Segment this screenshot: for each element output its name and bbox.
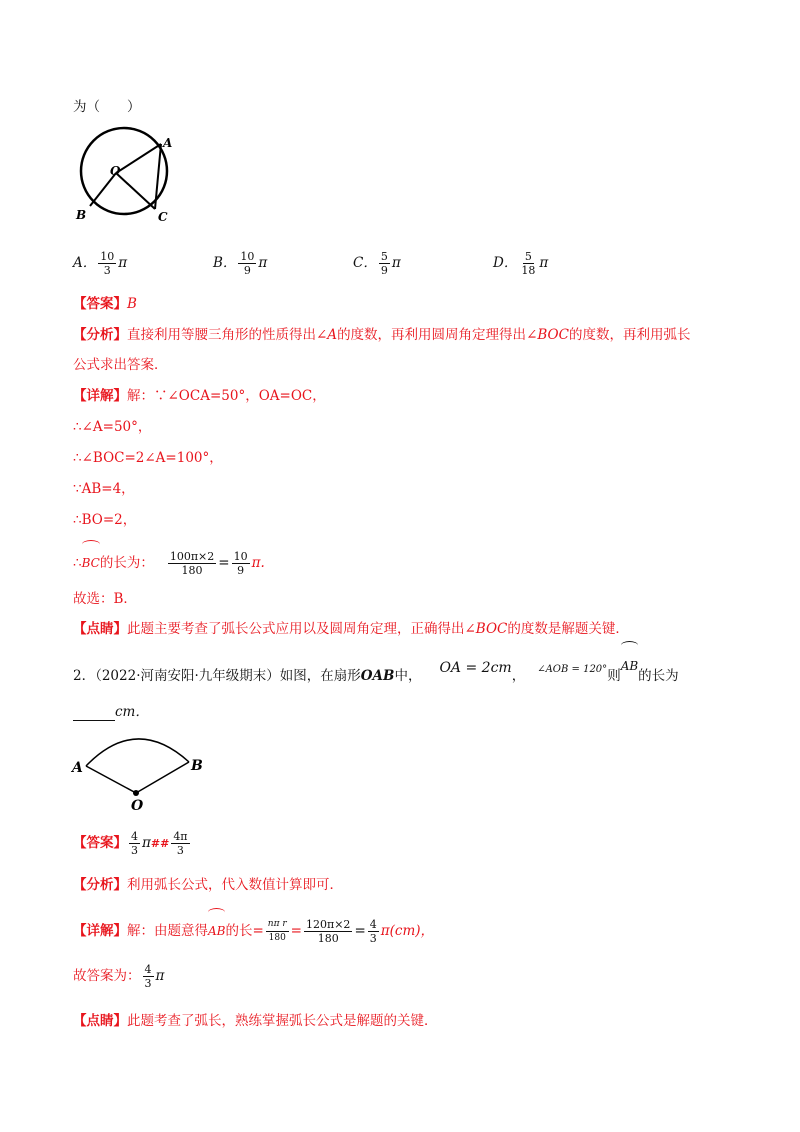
q1-option-d[interactable]: D． $\frac{5}{18}$ π	[493, 250, 549, 277]
q1-choose: 故选：B．	[73, 591, 137, 607]
q1-comment: 【点睛】此题主要考查了弧长公式应用以及圆周角定理，正确得出∠BOC的度数是解题关键．	[73, 621, 629, 637]
q2-sector-figure	[68, 728, 208, 814]
q1-option-c[interactable]: C． $\frac{5}{9}$ π	[353, 250, 401, 277]
q2-label-b: B	[191, 758, 203, 774]
q1-tail: 为（ ）	[73, 99, 141, 115]
q2-final-answer: 故答案为： $\frac{4}{3}$ π	[73, 963, 165, 990]
q1-analysis: 【分析】直接利用等腰三角形的性质得出∠A的度数，再利用圆周角定理得出∠BOC的度数，再利用弧长	[73, 327, 691, 343]
q1-answer: 【答案】B	[73, 296, 137, 312]
q1-analysis-line2: 公式求出答案．	[73, 357, 168, 373]
q2-label-o: O	[131, 798, 144, 814]
q1-option-a[interactable]: A． $\frac{10}{3}$ π	[73, 250, 128, 277]
q2-label-a: A	[72, 760, 83, 776]
q1-label-b: B	[76, 208, 87, 222]
q2-blank-line[interactable]: cm．	[73, 703, 149, 721]
q2-answer: 【答案】 $\frac{4}{3}$ π## $\frac{4\pi}{3}$	[73, 830, 188, 857]
q1-detail-line5: ∴BO=2，	[73, 512, 137, 528]
q1-circle-figure	[70, 125, 180, 225]
q2-stem: 2．（2022·河南安阳·九年级期末）如图，在扇形OAB中， OA = 2cm， $^{\angle AOB = 120^\circ}$则AB的长为	[73, 651, 679, 698]
q2-analysis: 【分析】利用弧长公式，代入数值计算即可．	[73, 877, 343, 893]
q1-label-c: C	[158, 210, 168, 224]
q2-comment: 【点睛】此题考查了弧长，熟练掌握弧长公式是解题的关键．	[73, 1013, 438, 1029]
q1-detail-line6: ∴BC的长为： $\frac{100\pi\times 2}{180}$ = $\frac{10}{9}$ π.	[73, 540, 265, 581]
q1-option-b[interactable]: B． $\frac{10}{9}$ π	[213, 250, 268, 277]
q1-detail-line1: 【详解】解：∵∠OCA=50°，OA=OC，	[73, 388, 326, 404]
q1-detail-line3: ∴∠BOC=2∠A=100°，	[73, 450, 223, 466]
q1-label-a: A	[163, 136, 173, 150]
q1-detail-line2: ∴∠A=50°，	[73, 419, 152, 435]
q2-answer-blank[interactable]	[73, 706, 115, 721]
q1-detail-line4: ∵AB=4，	[73, 481, 135, 497]
q1-label-o: O	[110, 164, 121, 178]
q2-detail: 【详解】解：由题意得AB的长= $\frac{\text{nπ r}}{180}$ = $\frac{120\pi\times 2}{180}$ = $\frac{4}{3}$ π(cm)，	[73, 908, 434, 949]
